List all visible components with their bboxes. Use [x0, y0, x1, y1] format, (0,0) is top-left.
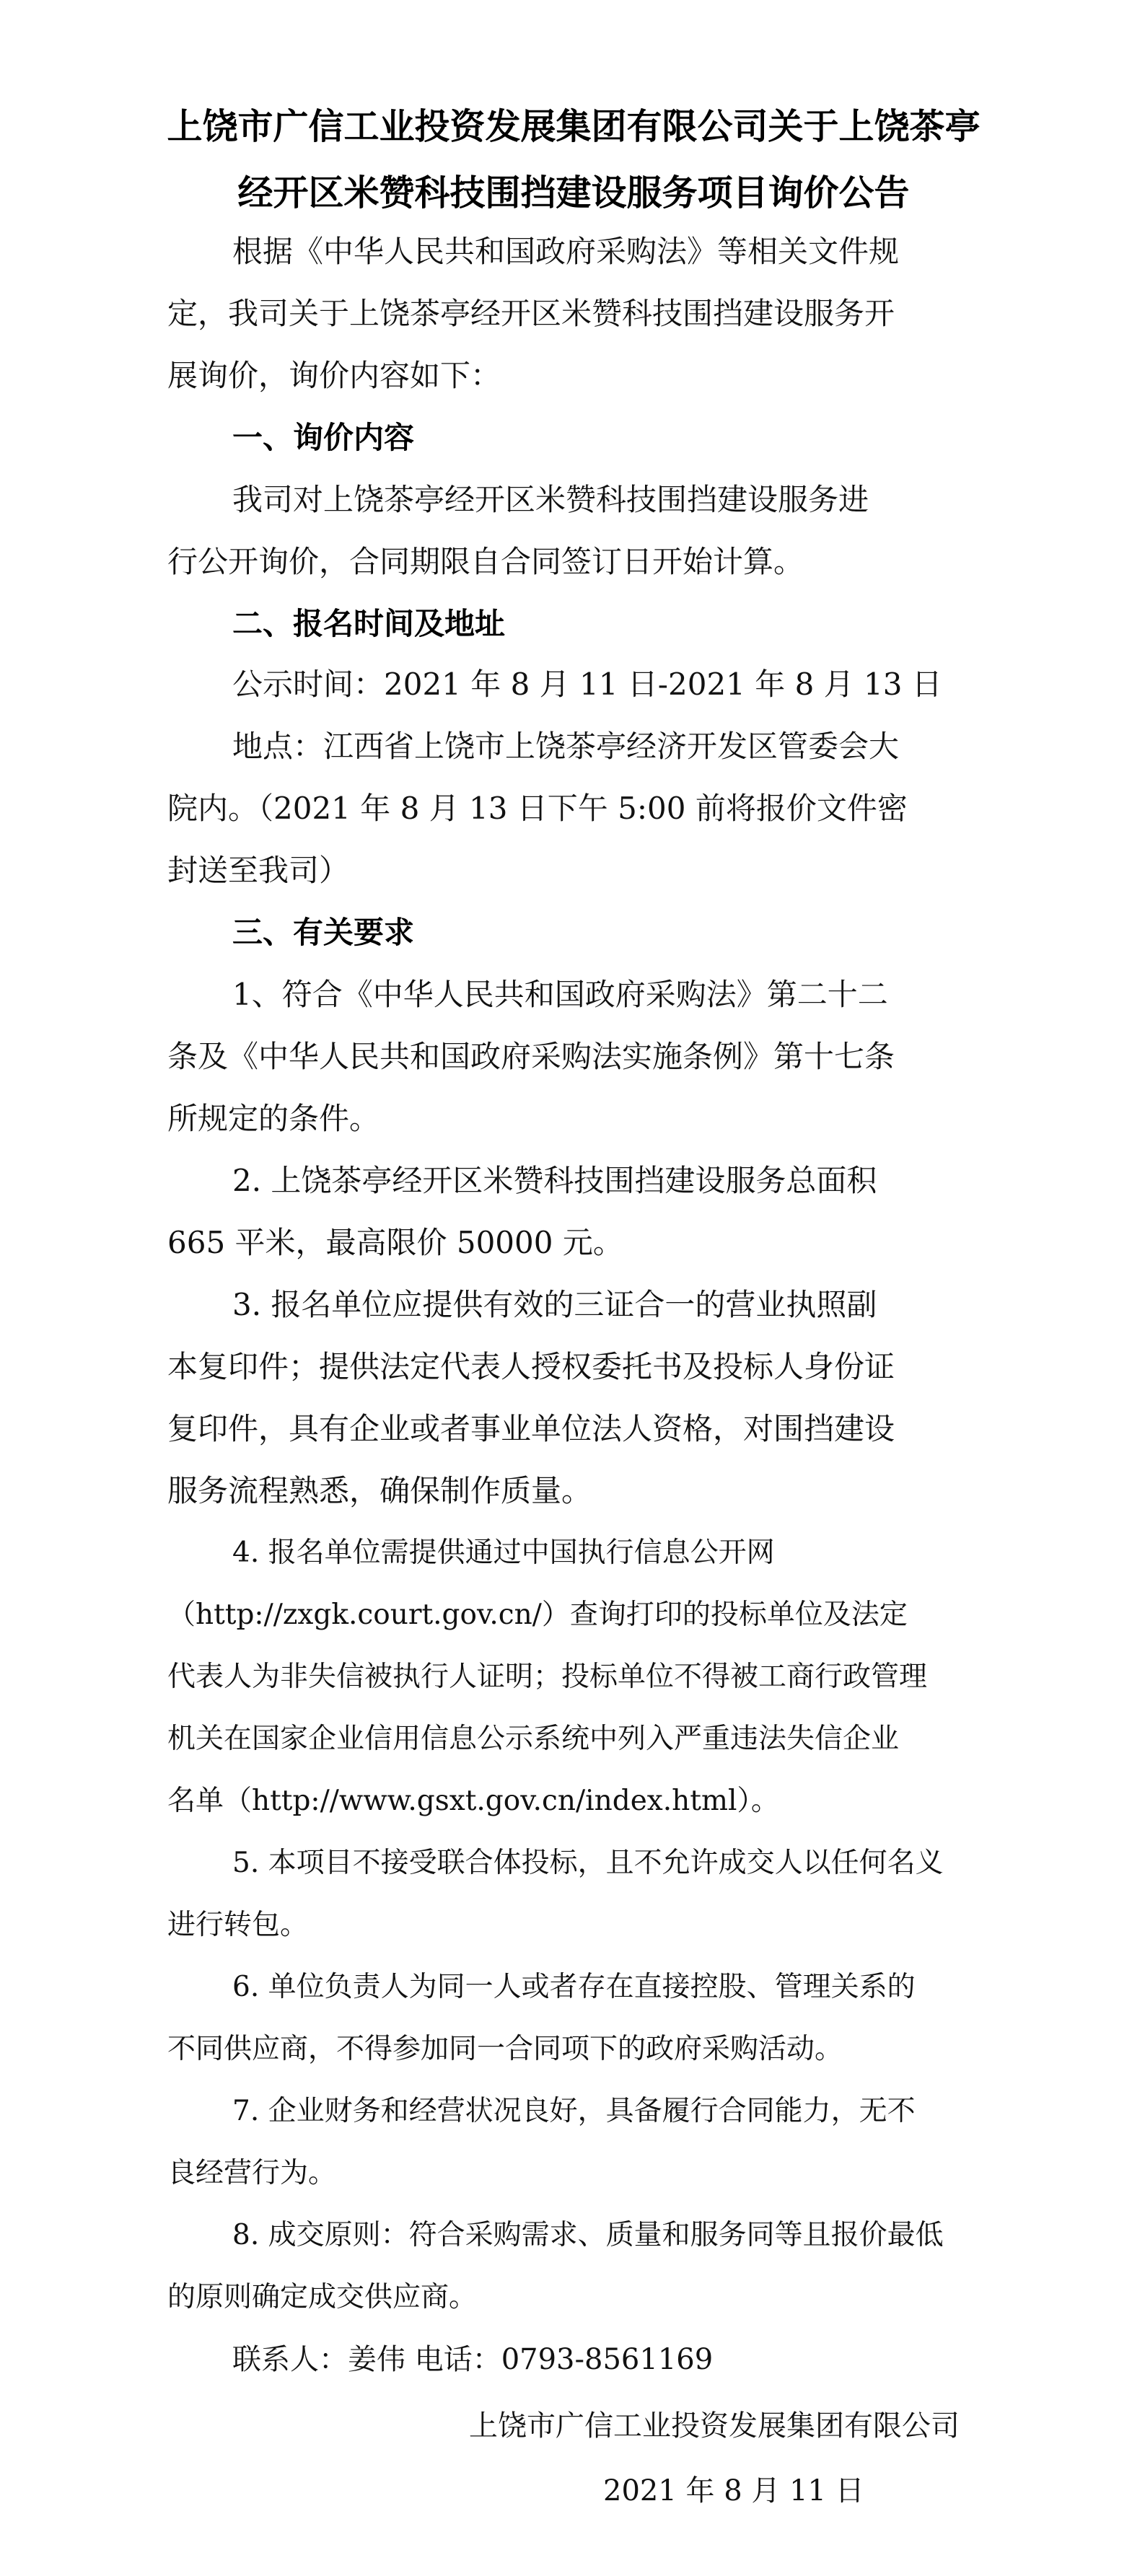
item2-line-2: 665 平米，最高限价 50000 元。 — [167, 1225, 623, 1260]
section1-line-2: 行公开询价，合同期限自合同签订日开始计算。 — [167, 544, 804, 579]
notice-time: 公示时间：2021 年 8 月 11 日-2021 年 8 月 13 日 — [232, 667, 942, 702]
location-line-3: 封送至我司） — [167, 853, 350, 888]
item5-line-1: 5. 本项目不接受联合体投标，且不允许成交人以任何名义 — [232, 1847, 944, 1879]
item3-line-2: 本复印件；提供法定代表人授权委托书及投标人身份证 — [167, 1349, 895, 1384]
item6-line-1: 6. 单位负责人为同一人或者存在直接控股、管理关系的 — [232, 1971, 916, 2003]
item6-line-2: 不同供应商，不得参加同一合同项下的政府采购活动。 — [167, 2033, 843, 2065]
intro-line-1: 根据《中华人民共和国政府采购法》等相关文件规 — [232, 234, 900, 269]
item4-line-5: 名单（http://www.gsxt.gov.cn/index.html）。 — [167, 1785, 779, 1817]
section-heading-registration: 二、报名时间及地址 — [232, 606, 506, 641]
item3-line-3: 复印件，具有企业或者事业单位法人资格，对围挡建设 — [167, 1411, 895, 1446]
section1-line-1: 我司对上饶茶亭经开区米赞科技围挡建设服务进 — [232, 482, 869, 517]
signature-company: 上饶市广信工业投资发展集团有限公司 — [469, 2409, 960, 2443]
item2-line-1: 2. 上饶茶亭经开区米赞科技围挡建设服务总面积 — [232, 1163, 877, 1198]
item3-line-1: 3. 报名单位应提供有效的三证合一的营业执照副 — [232, 1287, 877, 1322]
item8-line-2: 的原则确定成交供应商。 — [167, 2281, 478, 2313]
section-heading-inquiry-content: 一、询价内容 — [232, 420, 415, 455]
item7-line-1: 7. 企业财务和经营状况良好，具备履行合同能力，无不 — [232, 2095, 916, 2127]
section-heading-requirements: 三、有关要求 — [232, 915, 415, 950]
item8-line-1: 8. 成交原则：符合采购需求、质量和服务同等且报价最低 — [232, 2219, 944, 2251]
intro-line-2: 定，我司关于上饶茶亭经开区米赞科技围挡建设服务开 — [167, 296, 895, 331]
signature-date: 2021 年 8 月 11 日 — [603, 2474, 864, 2507]
item1-line-3: 所规定的条件。 — [167, 1101, 380, 1136]
location-line-2: 院内。（2021 年 8 月 13 日下午 5:00 前将报价文件密 — [167, 791, 908, 826]
item1-line-1: 1、符合《中华人民共和国政府采购法》第二十二 — [232, 977, 888, 1012]
item4-line-3: 代表人为非失信被执行人证明；投标单位不得被工商行政管理 — [167, 1661, 928, 1693]
item4-line-4: 机关在国家企业信用信息公示系统中列入严重违法失信企业 — [167, 1723, 900, 1755]
item4-line-2: （http://zxgk.court.gov.cn/）查询打印的投标单位及法定 — [167, 1599, 908, 1631]
intro-line-3: 展询价，询价内容如下： — [167, 358, 501, 393]
contact-info: 联系人：姜伟 电话：0793-8561169 — [232, 2343, 714, 2376]
item4-line-1: 4. 报名单位需提供通过中国执行信息公开网 — [232, 1537, 775, 1569]
title-line-1: 上饶市广信工业投资发展集团有限公司关于上饶茶亭 — [167, 106, 981, 147]
title-line-2: 经开区米赞科技围挡建设服务项目询价公告 — [237, 172, 910, 214]
item3-line-4: 服务流程熟悉，确保制作质量。 — [167, 1473, 592, 1508]
item7-line-2: 良经营行为。 — [167, 2157, 337, 2189]
location-line-1: 地点：江西省上饶市上饶茶亭经济开发区管委会大 — [232, 729, 900, 764]
item1-line-2: 条及《中华人民共和国政府采购法实施条例》第十七条 — [167, 1039, 895, 1074]
item5-line-2: 进行转包。 — [167, 1909, 309, 1941]
